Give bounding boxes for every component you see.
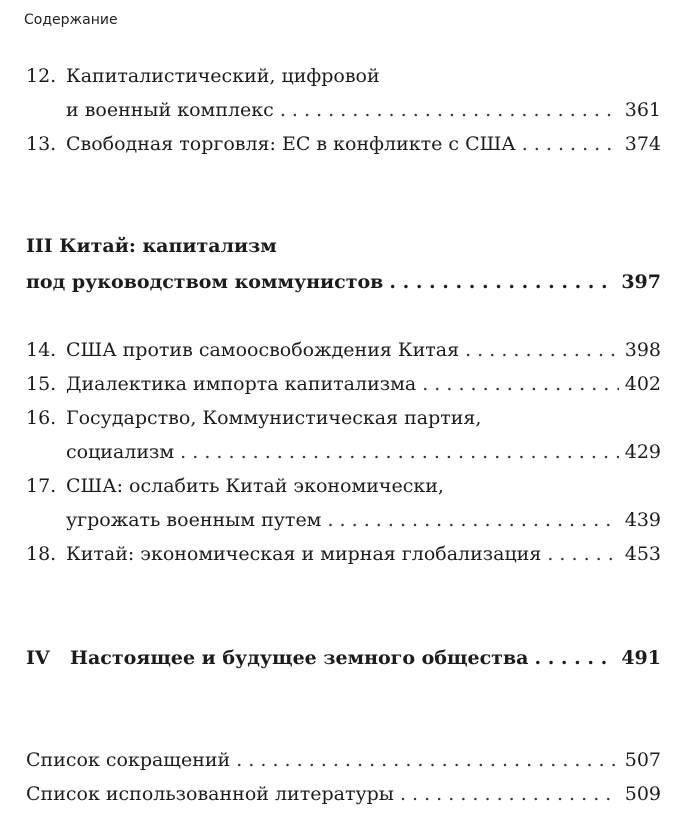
leader-dots <box>400 782 619 806</box>
entry-page: 439 <box>624 509 661 531</box>
toc-entry-13[interactable] <box>26 126 661 156</box>
entry-number: 13. <box>26 133 57 155</box>
entry-title: Китай: экономическая и мирная глобализация <box>66 543 542 565</box>
leader-dots <box>547 542 618 566</box>
toc-entry-17[interactable] <box>26 468 661 498</box>
entry-title-line1: США: ослабить Китай экономически, <box>66 475 444 497</box>
toc-entry-12-cont[interactable] <box>26 92 661 122</box>
toc-entry-12[interactable] <box>26 58 661 88</box>
leader-dots <box>534 646 615 670</box>
entry-page: 429 <box>624 441 661 463</box>
toc-entry-17-cont[interactable] <box>26 502 661 532</box>
entry-number: 18. <box>26 543 57 565</box>
entry-title-line1: Капиталистический, цифровой <box>66 65 380 87</box>
part-title-line1: III Китай: капитализм <box>26 235 277 257</box>
entry-title: Список использованной литературы <box>26 783 394 805</box>
entry-page: 361 <box>624 99 661 121</box>
entry-number: 15. <box>26 373 57 395</box>
toc-literature[interactable] <box>26 776 661 806</box>
entry-page: 507 <box>624 749 661 771</box>
leader-dots <box>389 270 615 294</box>
entry-number: 12. <box>26 65 57 87</box>
leader-dots <box>522 132 619 156</box>
entry-title: США против самоосвобождения Китая <box>66 339 460 361</box>
entry-page: 453 <box>624 543 661 565</box>
page-header: Содержание <box>24 12 118 28</box>
entry-page: 509 <box>624 783 661 805</box>
entry-title: Диалектика импорта капитализма <box>66 373 417 395</box>
toc-entry-15[interactable] <box>26 366 661 396</box>
part-page: 491 <box>621 647 661 669</box>
entry-title-line2: и военный комплекс <box>66 99 274 121</box>
part-page: 397 <box>621 271 661 293</box>
leader-dots <box>236 748 619 772</box>
part-number: IV <box>26 647 50 669</box>
toc-abbreviations[interactable] <box>26 742 661 772</box>
entry-number: 14. <box>26 339 57 361</box>
toc-entry-14[interactable] <box>26 332 661 362</box>
toc-entry-16-cont[interactable] <box>26 434 661 464</box>
entry-page: 374 <box>624 133 661 155</box>
entry-title: Свободная торговля: ЕС в конфликте с США <box>66 133 516 155</box>
part-title: Настоящее и будущее земного общества <box>70 647 529 669</box>
toc-entry-18[interactable] <box>26 536 661 566</box>
toc-part-4[interactable] <box>26 640 661 670</box>
toc-part-3-cont[interactable] <box>26 264 661 294</box>
toc-part-3[interactable] <box>26 228 661 258</box>
toc-entry-16[interactable] <box>26 400 661 430</box>
leader-dots <box>327 508 618 532</box>
entry-title-line1: Государство, Коммунистическая партия, <box>66 407 482 429</box>
entry-page: 398 <box>624 339 661 361</box>
leader-dots <box>465 338 619 362</box>
leader-dots <box>180 440 619 464</box>
entry-title: Список сокращений <box>26 749 231 771</box>
entry-number: 16. <box>26 407 57 429</box>
entry-title-line2: социализм <box>66 441 175 463</box>
leader-dots <box>422 372 619 396</box>
entry-number: 17. <box>26 475 57 497</box>
leader-dots <box>280 98 619 122</box>
entry-title-line2: угрожать военным путем <box>66 509 322 531</box>
entry-page: 402 <box>624 373 661 395</box>
part-title-line2: под руководством коммунистов <box>26 271 384 293</box>
